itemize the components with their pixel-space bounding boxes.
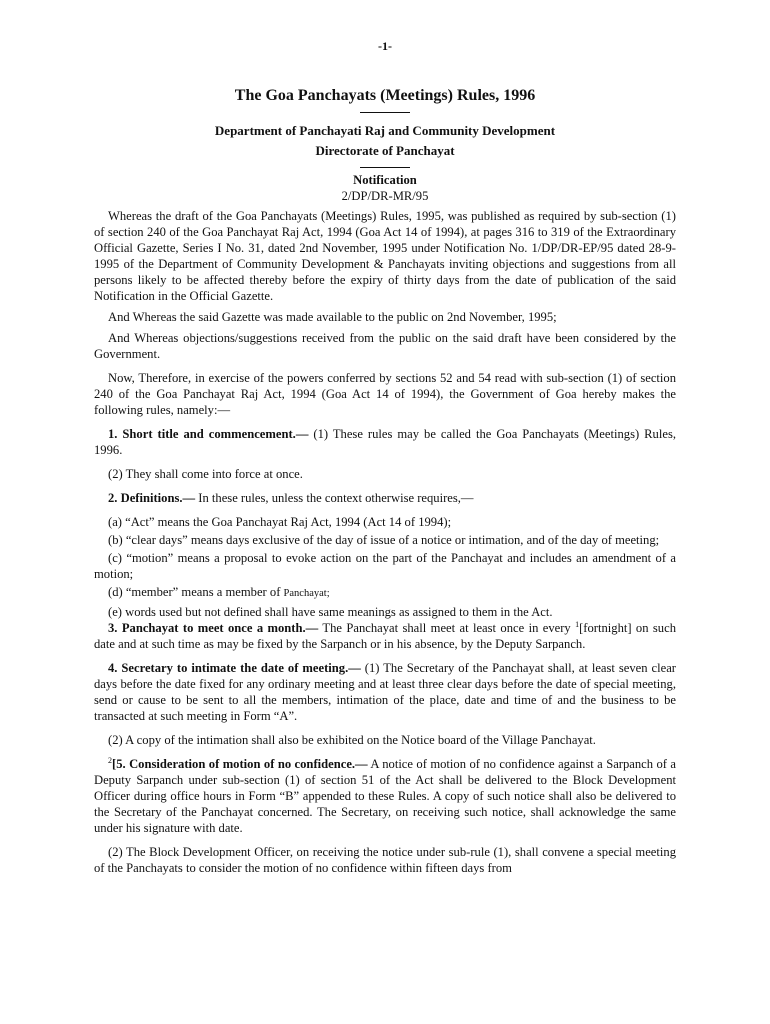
document-title: The Goa Panchayats (Meetings) Rules, 1996 xyxy=(234,87,536,104)
title-divider xyxy=(360,112,410,113)
rule-4-subrule-1 xyxy=(94,660,676,724)
department-name: Department of Panchayati Raj and Community Development xyxy=(214,123,556,138)
rule-3 xyxy=(94,620,676,652)
rule-5-text: A notice of motion of no confidence against a Sarpanch of a Deputy Sarpanch under sub-section (1) of section 51 of the Act shall be delivered to the Block Development Officer during office hours in Form “B” appended to these Rules. A copy of such notice shall also be delivered to the Secretary of the Panchayat concerned. The Secretary, on receiving such notice, shall acknowledge the same under his signature with date. xyxy=(94,757,676,835)
rule-2-intro-text: In these rules, unless the context otherwise requires,— xyxy=(195,491,474,505)
rule-5-subrule-1 xyxy=(94,756,676,836)
definition-e: (e) words used but not defined shall have same meanings as assigned to them in the Act. xyxy=(108,605,553,619)
definition-c: (c) “motion” means a proposal to evoke action on the part of the Panchayat and includes an amendment of a motion; xyxy=(94,551,676,581)
rule-1-subrule-2: (2) They shall come into force at once. xyxy=(108,467,303,481)
footnote-marker-2: 2 xyxy=(108,755,112,765)
definition-a: (a) “Act” means the Goa Panchayat Raj Act, 1994 (Act 14 of 1994); xyxy=(108,515,452,529)
rule-4-subrule-2: (2) A copy of the intimation shall also be exhibited on the Notice board of the Village Panchayat. xyxy=(108,733,596,747)
rule-5-subrule-2: (2) The Block Development Officer, on receiving the notice under sub-rule (1), shall convene a special meeting of the Panchayats to consider the motion of no confidence within fifteen days from xyxy=(94,845,676,875)
heading-divider xyxy=(360,167,410,168)
preamble-paragraph-4: Now, Therefore, in exercise of the powers conferred by sections 52 and 54 read with sub-section (1) of section 240 of the Goa Panchayat Raj Act, 1994 (Goa Act 14 of 1994), the Government of Goa hereby makes the following rules, namely:— xyxy=(94,371,676,417)
rule-5-heading: [5. Consideration of motion of no confidence.— xyxy=(112,757,368,771)
rule-4-text: (1) The Secretary of the Panchayat shall, at least seven clear days before the date fixed for any ordinary meeting and at least three clear days before the date of special meeting, send or cause to be sent to all the members, intimation of the place, date and time of and the business to be transacted at such meeting in Form “A”. xyxy=(94,661,676,723)
rule-2-heading: 2. Definitions.— xyxy=(108,491,196,505)
rule-2-intro xyxy=(94,490,676,506)
page-number: -1- xyxy=(378,39,392,53)
rule-1-text: (1) These rules may be called the Goa Panchayats (Meetings) Rules, 1996. xyxy=(94,427,676,457)
preamble-paragraph-2: And Whereas the said Gazette was made available to the public on 2nd November, 1995; xyxy=(108,310,557,324)
notification-heading: Notification xyxy=(353,173,417,187)
rule-3-heading: 3. Panchayat to meet once a month.— xyxy=(108,621,319,635)
preamble-paragraph-1: Whereas the draft of the Goa Panchayats (Meetings) Rules, 1995, was published as required by sub-section (1) of section 240 of the Goa Panchayat Raj Act, 1994 (Goa Act 14 of 1994), at pages 316 to 319 of the Extraordinary Official Gazette, Series I No. 31, dated 2nd November, 1995 under Notification No. 1/DP/DR-EP/95 dated 28-9-1995 of the Department of Community Development & Panchayats inviting objections and suggestions from all persons likely to be affected thereby before the expiry of thirty days from the date of publication of the said Notification in the Official Gazette. xyxy=(94,209,676,303)
definition-d-text: (d) “member” means a member of xyxy=(108,585,284,599)
document-page xyxy=(94,38,676,876)
rule-4-heading: 4. Secretary to intimate the date of meeting.— xyxy=(108,661,361,675)
definition-d-small: Panchayat; xyxy=(283,588,330,599)
definition-b: (b) “clear days” means days exclusive of the day of issue of a notice or intimation, and of the day of meeting; xyxy=(108,533,660,547)
rule-1-heading: 1. Short title and commencement.— xyxy=(108,427,309,441)
directorate-name: Directorate of Panchayat xyxy=(315,143,455,158)
notification-reference: 2/DP/DR-MR/95 xyxy=(341,189,429,203)
preamble-paragraph-3: And Whereas objections/suggestions received from the public on the said draft have been considered by the Government. xyxy=(94,331,676,361)
rule-3-text-1: The Panchayat shall meet at least once in every xyxy=(318,621,576,635)
footnote-marker-1: 1 xyxy=(575,619,580,629)
rule-1-subrule-1 xyxy=(94,426,676,458)
rule-3-text-2: [fortnight] on such date and at such time as may be fixed by the Sarpanch or in his absence, by the Deputy Sarpanch. xyxy=(94,621,676,651)
definition-d xyxy=(94,584,676,602)
